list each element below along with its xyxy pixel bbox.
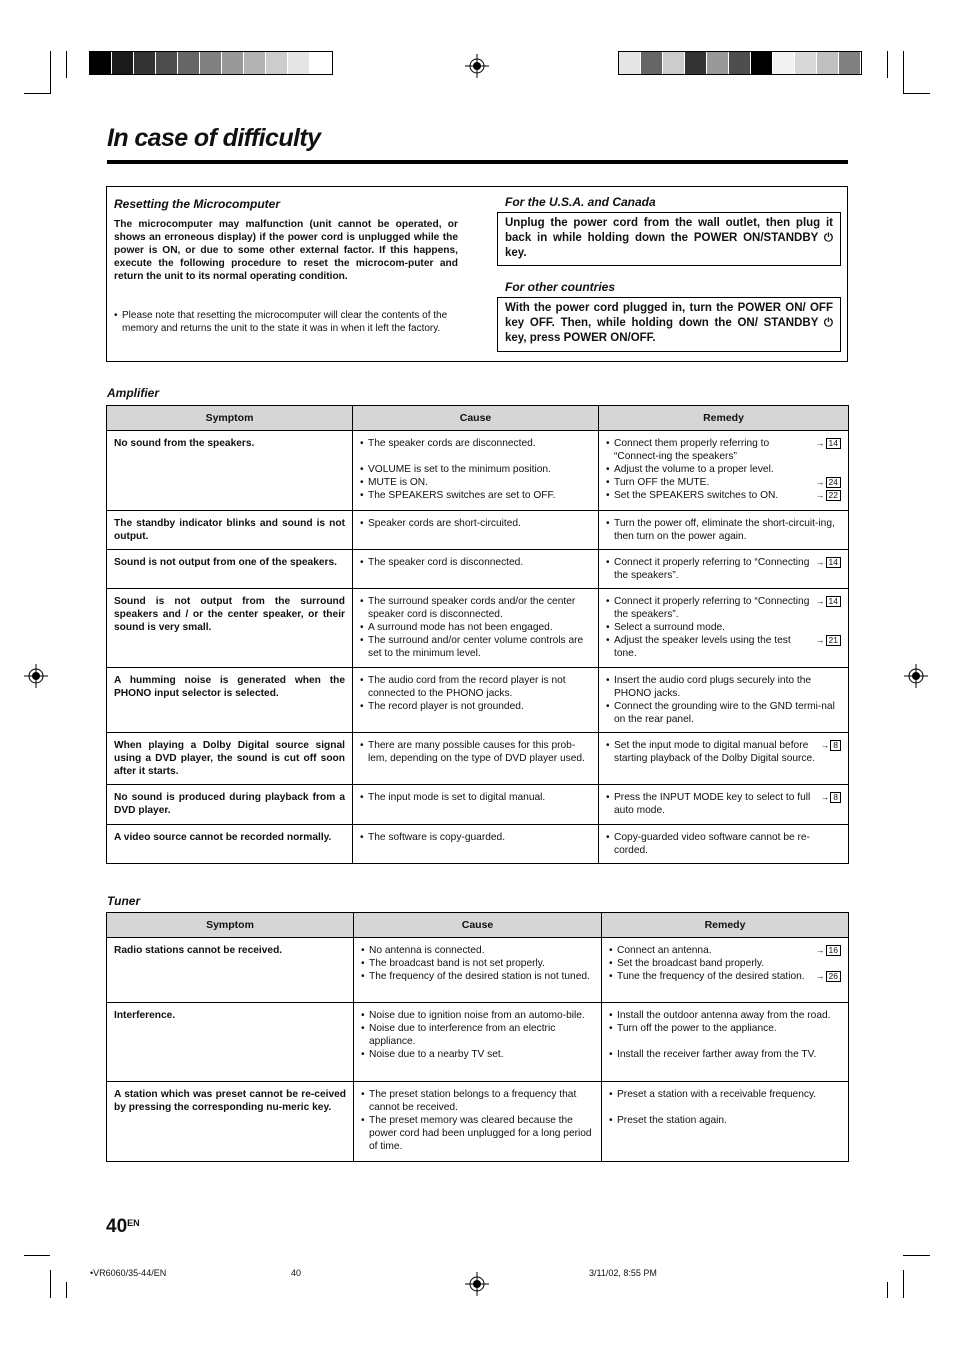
remedy-item	[609, 957, 841, 970]
table-row	[107, 589, 849, 668]
remedy-cell	[599, 785, 849, 825]
cause-text: Noise due to ignition noise from an automo-bile.	[369, 1010, 585, 1021]
remedy-text: Connect an antenna.	[617, 945, 712, 956]
remedy-cell	[602, 938, 849, 1003]
cause-cell	[353, 550, 599, 589]
cause-text: VOLUME is set to the minimum position.	[368, 464, 551, 475]
remedy-item	[606, 621, 841, 634]
remedy-text: Connect the grounding wire to the GND termi-nal on the rear panel.	[614, 701, 835, 725]
color-swatch	[112, 52, 134, 74]
page-ref-number: 16	[826, 945, 841, 956]
page-ref-number: 8	[830, 792, 841, 803]
table-row	[107, 1082, 849, 1162]
color-swatch	[817, 52, 839, 74]
color-swatch	[90, 52, 112, 74]
color-swatch	[641, 52, 663, 74]
crop-mark	[903, 1255, 930, 1256]
crop-mark	[887, 1282, 888, 1298]
cause-text: The software is copy-guarded.	[368, 832, 506, 843]
cause-text: The broadcast band is not set properly.	[369, 958, 545, 969]
crop-mark	[903, 51, 904, 94]
page-ref: • → 26	[816, 970, 841, 982]
cause-item	[361, 1114, 594, 1153]
remedy-text: Connect them properly referring to “Connect-ing the speakers”	[614, 438, 770, 462]
color-swatch	[156, 52, 178, 74]
column-header-remedy: Remedy	[599, 406, 849, 431]
remedy-cell	[599, 668, 849, 733]
crop-mark	[887, 51, 888, 78]
table-row	[107, 938, 849, 1003]
remedy-item	[606, 489, 841, 502]
other-instruction: With the power cord plugged in, turn the POWER ON/ OFF key OFF. Then, while holding down the ON/ STANDBY ⏻ key, press POWER ON/OFF.	[497, 297, 841, 352]
cause-item	[361, 970, 594, 983]
column-header-symptom: Symptom	[107, 913, 354, 938]
remedy-item	[609, 1009, 841, 1022]
other-heading: For other countries	[505, 280, 616, 294]
symptom-cell: No sound is produced during playback from a DVD player.	[107, 785, 353, 825]
color-bar-right	[618, 51, 862, 75]
remedy-item	[606, 437, 841, 463]
cause-item	[360, 831, 591, 844]
column-header-cause: Cause	[353, 406, 599, 431]
color-swatch	[707, 52, 729, 74]
registration-mark-icon	[465, 54, 489, 78]
cause-cell	[354, 1003, 602, 1082]
cause-text: There are many possible causes for this prob-lem, depending on the type of DVD player used.	[368, 740, 585, 764]
remedy-text: Connect it properly referring to “Connecting the speakers”.	[614, 596, 810, 620]
tuner-table	[106, 912, 849, 1162]
remedy-text: Turn OFF the MUTE.	[614, 477, 710, 488]
symptom-cell: Radio stations cannot be received.	[107, 938, 354, 1003]
column-header-symptom: Symptom	[107, 406, 353, 431]
color-swatch	[266, 52, 288, 74]
remedy-text: Press the INPUT MODE key to select to full auto mode.	[614, 792, 811, 816]
color-swatch	[244, 52, 266, 74]
remedy-text: Tune the frequency of the desired station.	[617, 971, 805, 982]
page-ref-number: 14	[826, 438, 841, 449]
remedy-text: Install the receiver farther away from the TV.	[617, 1049, 817, 1060]
page-ref: • → 14	[816, 556, 841, 568]
page-lang: EN	[127, 1218, 140, 1228]
cause-cell	[353, 733, 599, 785]
remedy-cell	[602, 1082, 849, 1162]
cause-text: Speaker cords are short-circuited.	[368, 518, 521, 529]
color-swatch	[729, 52, 751, 74]
remedy-item	[606, 700, 841, 726]
remedy-item	[606, 831, 841, 857]
table-row	[107, 1003, 849, 1082]
color-swatch	[310, 52, 332, 74]
remedy-text: Preset a station with a receivable frequency.	[617, 1089, 817, 1100]
symptom-cell: A station which was preset cannot be re-ceived by pressing the corresponding nu-meric key.	[107, 1082, 354, 1162]
crop-mark	[903, 93, 930, 94]
remedy-text: Turn off the power to the appliance.	[617, 1023, 777, 1034]
crop-mark	[50, 1270, 51, 1298]
table-row	[107, 733, 849, 785]
remedy-item	[606, 463, 841, 476]
cause-text: The SPEAKERS switches are set to OFF.	[368, 490, 556, 501]
cause-cell	[353, 511, 599, 550]
column-header-cause: Cause	[354, 913, 602, 938]
page-ref-number: 8	[830, 740, 841, 751]
remedy-item	[609, 1114, 841, 1127]
color-swatch	[222, 52, 244, 74]
remedy-item	[606, 517, 841, 543]
cause-item	[361, 944, 594, 957]
page-ref-number: 21	[826, 635, 841, 646]
remedy-text: Set the broadcast band properly.	[617, 958, 765, 969]
tuner-heading: Tuner	[107, 894, 141, 908]
cause-text: No antenna is connected.	[369, 945, 485, 956]
table-row	[107, 431, 849, 511]
cause-item	[360, 556, 591, 569]
color-swatch	[751, 52, 773, 74]
symptom-cell: When playing a Dolby Digital source signal using a DVD player, the sound is cut off soon after it starts.	[107, 733, 353, 785]
remedy-cell	[599, 733, 849, 785]
cause-item	[360, 621, 591, 634]
color-swatch	[178, 52, 200, 74]
color-swatch	[288, 52, 310, 74]
page-ref: • → 16	[816, 944, 841, 956]
color-bar-left	[89, 51, 333, 75]
cause-text: The surround and/or center volume controls are set to the minimum level.	[368, 635, 584, 659]
crop-mark	[66, 51, 67, 78]
reset-note: • Please note that resetting the microcomputer will clear the contents of the memory and returns the unit to the state it was in when it left the factory.	[114, 309, 458, 335]
cause-text: Noise due to a nearby TV set.	[369, 1049, 504, 1060]
amplifier-heading: Amplifier	[107, 386, 160, 400]
crop-mark	[50, 51, 51, 94]
cause-text: The frequency of the desired station is not tuned.	[369, 971, 590, 982]
remedy-text: Connect it properly referring to “Connecting the speakers”.	[614, 557, 810, 581]
cause-item	[361, 1088, 594, 1114]
remedy-text: Preset the station again.	[617, 1115, 727, 1126]
cause-text: Noise due to interference from an electric appliance.	[369, 1023, 556, 1047]
cause-cell	[353, 785, 599, 825]
cause-item	[360, 517, 591, 530]
page-ref: • → 22	[816, 489, 841, 501]
remedy-item	[606, 556, 841, 582]
cause-text: A surround mode has not been engaged.	[368, 622, 553, 633]
cause-cell	[354, 1082, 602, 1162]
usa-instruction: Unplug the power cord from the wall outlet, then plug it back in while holding down the POWER ON/STANDBY ⏻ key.	[497, 212, 841, 266]
remedy-cell	[599, 511, 849, 550]
remedy-text: Set the input mode to digital manual before starting playback of the Dolby Digital source.	[614, 740, 816, 764]
cause-item	[361, 1048, 594, 1061]
table-row	[107, 511, 849, 550]
remedy-item	[606, 739, 841, 765]
remedy-item	[606, 595, 841, 621]
cause-item	[360, 739, 591, 765]
crop-mark	[903, 1270, 904, 1298]
footer-center: 40	[291, 1268, 302, 1278]
color-swatch	[773, 52, 795, 74]
remedy-item	[609, 1048, 841, 1061]
cause-cell	[354, 938, 602, 1003]
remedy-cell	[599, 825, 849, 864]
remedy-text: Copy-guarded video software cannot be re-corded.	[614, 832, 810, 856]
cause-text: The preset station belongs to a frequency that cannot be received.	[369, 1089, 577, 1113]
crop-mark	[24, 93, 50, 94]
color-swatch	[200, 52, 222, 74]
reset-heading: Resetting the Microcomputer	[114, 197, 281, 211]
cause-text: The preset memory was cleared because the power cord had been unplugged for a long period of time.	[369, 1115, 592, 1152]
cause-text: The record player is not grounded.	[368, 701, 524, 712]
remedy-cell	[602, 1003, 849, 1082]
remedy-text: Set the SPEAKERS switches to ON.	[614, 490, 779, 501]
cause-text: The speaker cords are disconnected.	[368, 438, 536, 449]
cause-text: The audio cord from the record player is not connected to the PHONO jacks.	[368, 675, 566, 699]
cause-item	[360, 634, 591, 660]
symptom-cell: No sound from the speakers.	[107, 431, 353, 511]
registration-mark-icon	[465, 1272, 489, 1296]
reset-panel	[106, 186, 848, 362]
cause-item	[360, 489, 591, 502]
cause-text: The surround speaker cords and/or the center speaker cord is disconnected.	[368, 596, 576, 620]
cause-item	[360, 463, 591, 476]
cause-item	[360, 476, 591, 489]
remedy-item	[606, 634, 841, 660]
title-rule	[107, 160, 848, 164]
crop-mark	[66, 1282, 67, 1298]
remedy-item	[609, 970, 841, 983]
remedy-item	[606, 476, 841, 489]
table-row	[107, 785, 849, 825]
page-ref: • → 8	[821, 791, 841, 803]
remedy-cell	[599, 589, 849, 668]
cause-item	[361, 1022, 594, 1048]
color-swatch	[663, 52, 685, 74]
page-ref-number: 14	[826, 557, 841, 568]
cause-item	[360, 700, 591, 713]
crop-mark	[24, 1255, 50, 1256]
remedy-cell	[599, 431, 849, 511]
remedy-text: Install the outdoor antenna away from the road.	[617, 1010, 831, 1021]
registration-mark-icon	[24, 664, 48, 688]
remedy-item	[609, 944, 841, 957]
remedy-text: Adjust the speaker levels using the test tone.	[614, 635, 791, 659]
reset-body: The microcomputer may malfunction (unit cannot be operated, or shows an erroneous display) if the power cord is unplugged while the power is ON, or due to some other external factor. If this happens, execute the following procedure to reset the microcom-puter and return the unit to its normal operating condition.	[114, 219, 458, 282]
page-ref: • → 24	[816, 476, 841, 488]
cause-item	[360, 595, 591, 621]
column-header-remedy: Remedy	[602, 913, 849, 938]
remedy-text: Adjust the volume to a proper level.	[614, 464, 774, 475]
symptom-cell: A humming noise is generated when the PHONO input selector is selected.	[107, 668, 353, 733]
table-row	[107, 668, 849, 733]
table-row	[107, 825, 849, 864]
footer-right: 3/11/02, 8:55 PM	[589, 1268, 657, 1278]
cause-text: The input mode is set to digital manual.	[368, 792, 546, 803]
symptom-cell: Sound is not output from one of the speakers.	[107, 550, 353, 589]
page-number: $40^{EN}$	[106, 1216, 140, 1237]
color-swatch	[839, 52, 861, 74]
symptom-cell: Sound is not output from the surround speakers and / or the center speaker, or their sound is very small.	[107, 589, 353, 668]
color-swatch	[685, 52, 707, 74]
cause-cell	[353, 589, 599, 668]
cause-cell	[353, 668, 599, 733]
remedy-item	[609, 1022, 841, 1035]
page-ref-number: 14	[826, 596, 841, 607]
footer-left: •VR6060/35-44/EN	[90, 1268, 167, 1278]
symptom-cell: The standby indicator blinks and sound is not output.	[107, 511, 353, 550]
page-title: In case of difficulty	[107, 124, 321, 152]
page-ref: • → 8	[821, 739, 841, 751]
cause-item	[360, 437, 591, 450]
symptom-cell: A video source cannot be recorded normally.	[107, 825, 353, 864]
page-ref-number: 24	[826, 477, 841, 488]
cause-item	[360, 674, 591, 700]
color-swatch	[795, 52, 817, 74]
cause-cell	[353, 431, 599, 511]
remedy-item	[609, 1088, 841, 1101]
symptom-cell: Interference.	[107, 1003, 354, 1082]
remedy-text: Select a surround mode.	[614, 622, 725, 633]
cause-text: The speaker cord is disconnected.	[368, 557, 524, 568]
remedy-item	[606, 674, 841, 700]
page-ref-number: 22	[826, 490, 841, 501]
cause-item	[361, 957, 594, 970]
usa-heading: For the U.S.A. and Canada	[505, 195, 656, 209]
remedy-text: Turn the power off, eliminate the short-circuit-ing, then turn on the power again.	[614, 518, 835, 542]
remedy-item	[606, 791, 841, 817]
color-swatch	[134, 52, 156, 74]
registration-mark-icon	[904, 664, 928, 688]
amplifier-table	[106, 405, 849, 864]
table-row	[107, 550, 849, 589]
page-ref: • → 21	[816, 634, 841, 646]
page-ref: • → 14	[816, 437, 841, 449]
cause-cell	[353, 825, 599, 864]
page-ref-number: 26	[826, 971, 841, 982]
cause-item	[360, 791, 591, 804]
color-swatch	[619, 52, 641, 74]
cause-text: MUTE is ON.	[368, 477, 428, 488]
remedy-cell	[599, 550, 849, 589]
cause-item	[361, 1009, 594, 1022]
remedy-text: Insert the audio cord plugs securely into the PHONO jacks.	[614, 675, 812, 699]
page-ref: • → 14	[816, 595, 841, 607]
